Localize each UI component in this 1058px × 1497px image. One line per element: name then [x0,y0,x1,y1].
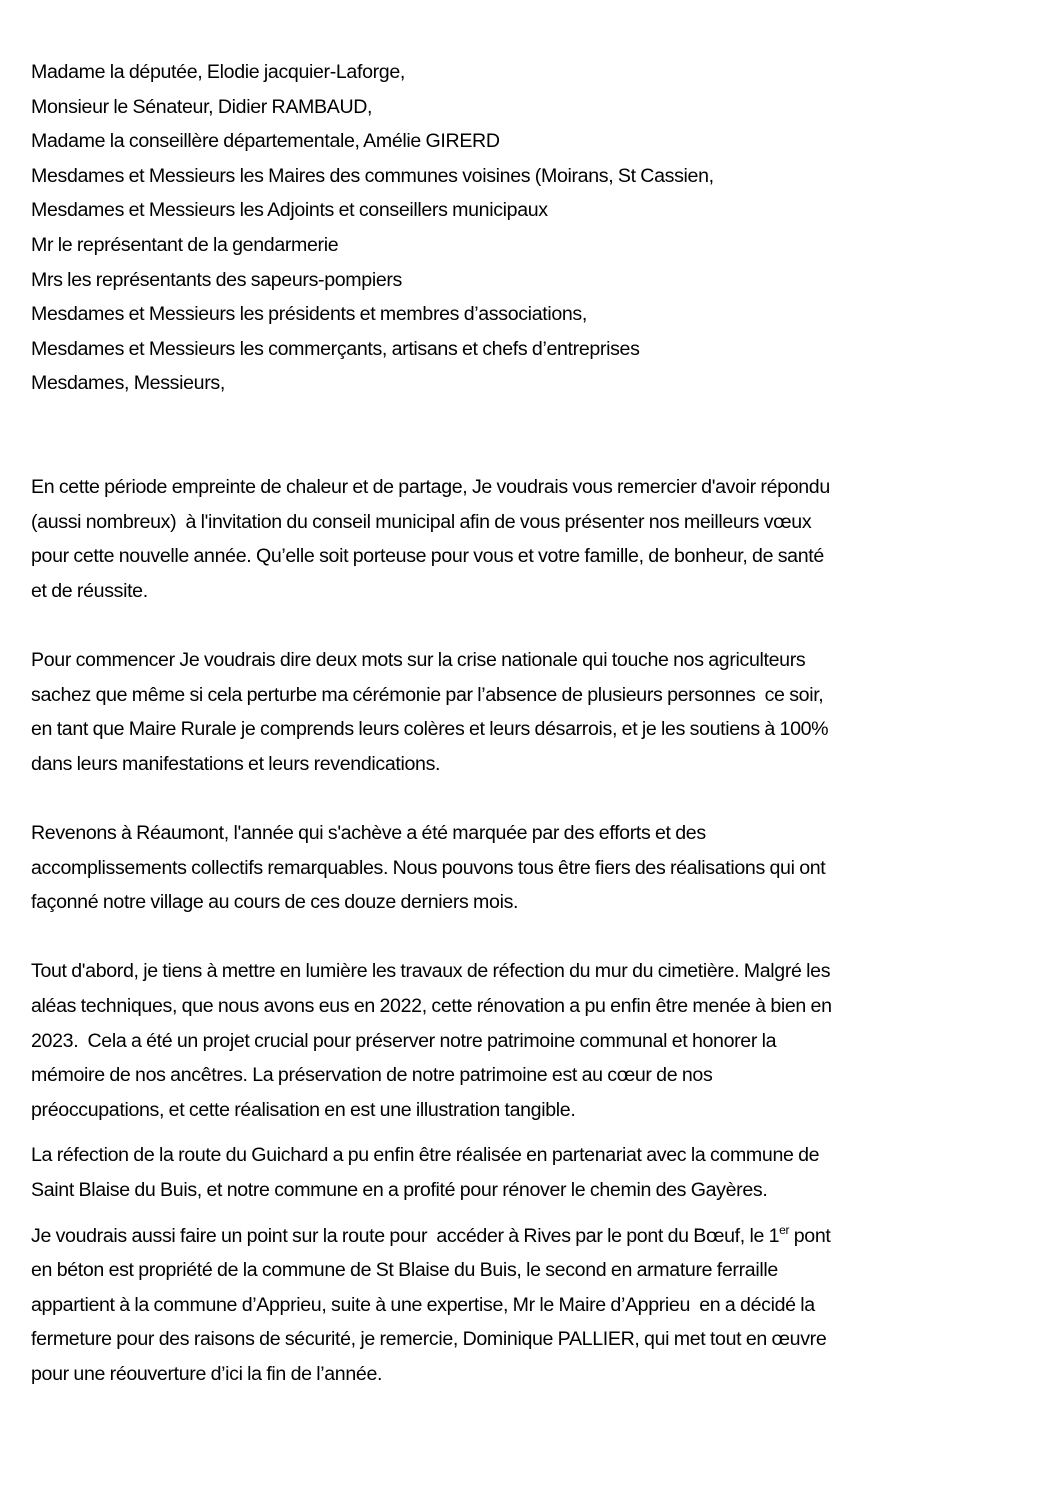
salutation-line: Mesdames et Messieurs les Maires des communes voisines (Moirans, St Cassien, [31,164,714,187]
paragraph-line: 2023. Cela a été un projet crucial pour préserver notre patrimoine communal et honorer la [31,1029,777,1052]
paragraph-line: Saint Blaise du Buis, et notre commune en a profité pour rénover le chemin des Gayères. [31,1179,768,1201]
paragraph-guichard-road [31,1138,1030,1207]
blank-line [31,401,1030,436]
paragraph-line: façonné notre village au cours de ces douze derniers mois. [31,891,519,914]
paragraph-farmers [31,643,1030,781]
paragraph-line: La réfection de la route du Guichard a pu enfin être réalisée en partenariat avec la commune de [31,1144,820,1167]
salutation-line: Monsieur le Sénateur, Didier RAMBAUD, [31,95,373,118]
paragraph-cemetery [31,954,1030,1127]
paragraph-line: et de réussite. [31,579,148,602]
blank-line [31,436,1030,471]
paragraph-gap [31,1127,1030,1138]
salutation-line: Madame la conseillère départementale, Amélie GIRERD [31,130,500,153]
text-run: Je voudrais aussi faire un point sur la route pour accéder à Rives par le pont du Bœuf, le 1 [31,1224,780,1247]
paragraph-line: dans leurs manifestations et leurs revendications. [31,752,441,775]
paragraph-line: accomplissements collectifs remarquables. Nous pouvons tous être fiers des réalisations qui ont [31,856,826,879]
paragraph-gap [31,1208,1030,1219]
paragraph-line: préoccupations, et cette réalisation en est une illustration tangible. [31,1098,576,1121]
text-run: pont [789,1224,831,1247]
salutation-line: Mesdames, Messieurs, [31,372,225,395]
paragraph-line: aléas techniques, que nous avons eus en 2022, cette rénovation a pu enfin être menée à bien en [31,995,832,1018]
paragraph-thanks [31,470,1030,608]
paragraph-line: mémoire de nos ancêtres. La préservation de notre patrimoine est au cœur de nos [31,1064,713,1087]
paragraph-line: pour une réouverture d’ici la fin de l’année. [31,1362,383,1385]
salutation-block [31,55,1030,401]
salutation-line: Mesdames et Messieurs les présidents et membres d’associations, [31,303,587,326]
paragraph-line [31,1219,1030,1254]
paragraph-line: En cette période empreinte de chaleur et de partage, Je voudrais vous remercier d'avoir répondu [31,476,830,499]
paragraph-line: en béton est propriété de la commune de St Blaise du Buis, le second en armature ferraille [31,1259,778,1282]
salutation-line: Madame la députée, Elodie jacquier-Laforge, [31,61,405,83]
paragraph-line: appartient à la commune d’Apprieu, suite à une expertise, Mr le Maire d’Apprieu en a décidé la [31,1293,815,1316]
paragraph-line: pour cette nouvelle année. Qu’elle soit porteuse pour vous et votre famille, de bonheur, de santé [31,545,824,568]
blank-line [31,609,1030,644]
salutation-line: Mesdames et Messieurs les commerçants, artisans et chefs d’entreprises [31,337,640,360]
paragraph-line: (aussi nombreux) à l'invitation du conseil municipal afin de vous présenter nos meilleurs vœux [31,510,812,533]
paragraph-line: fermeture pour des raisons de sécurité, je remercie, Dominique PALLIER, qui met tout en œuvre [31,1328,827,1351]
paragraph-line: Pour commencer Je voudrais dire deux mots sur la crise nationale qui touche nos agriculteurs [31,649,806,672]
paragraph-reaumont [31,816,1030,920]
salutation-line: Mesdames et Messieurs les Adjoints et conseillers municipaux [31,199,548,222]
blank-line [31,920,1030,955]
paragraph-bridge [31,1219,1030,1392]
paragraph-line: Tout d'abord, je tiens à mettre en lumière les travaux de réfection du mur du cimetière. Malgré les [31,960,831,983]
salutation-line: Mr le représentant de la gendarmerie [31,233,339,256]
salutation-line: Mrs les représentants des sapeurs-pompiers [31,268,402,291]
superscript: er [779,1222,790,1237]
paragraph-line: sachez que même si cela perturbe ma cérémonie par l’absence de plusieurs personnes ce soir, [31,683,824,706]
paragraph-line: Revenons à Réaumont, l'année qui s'achève a été marquée par des efforts et des [31,822,706,845]
blank-line [31,781,1030,816]
paragraph-line: en tant que Maire Rurale je comprends leurs colères et leurs désarrois, et je les soutiens à 100% [31,718,829,741]
